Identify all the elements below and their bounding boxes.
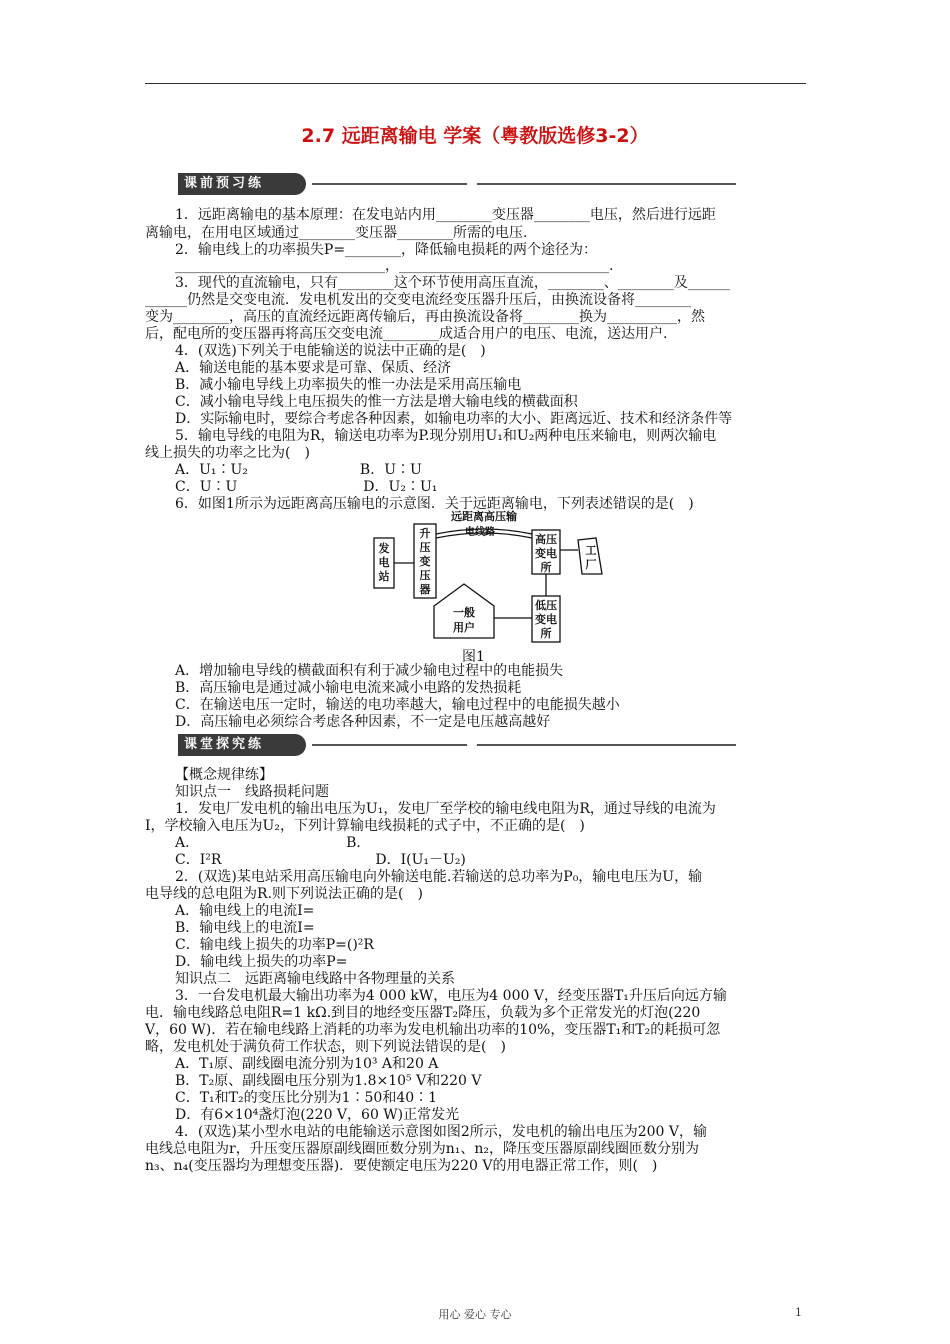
lv-station-label: 变电 xyxy=(535,613,557,626)
step-up-label: 压 xyxy=(419,569,431,582)
section-label: 课堂探究练 xyxy=(178,734,306,756)
text-line: C．U∶U D．U₂∶U₁ xyxy=(175,479,438,495)
text-line: V，60 W)．若在输电线路上消耗的功率为发电机输出功率的10%，变压器T₁和T₂的耗损可忽 xyxy=(145,1022,721,1038)
line-label: 远距离高压输 xyxy=(451,510,517,523)
text-line: 知识点一 线路损耗问题 xyxy=(175,784,329,800)
hv-station-label: 高压 xyxy=(535,533,557,546)
text-line: D．有6×10⁴盏灯泡(220 V，60 W)正常发光 xyxy=(175,1107,460,1123)
text-line: ______仍然是交变电流．发电机发出的交变电流经变压器升压后，由换流设备将________ xyxy=(145,292,691,308)
text-line: ______________________________，______________________________. xyxy=(175,258,614,274)
text-line: 2．(双选)某电站采用高压输电向外输送电能.若输送的总功率为P₀，输电电压为U，输 xyxy=(175,869,703,885)
text-line: B．T₂原、副线圈电压分别为1.8×10⁵ V和220 V xyxy=(175,1073,482,1089)
figure-caption: 图1 xyxy=(462,649,485,665)
hv-station-label: 所 xyxy=(540,561,552,574)
text-line: 4．(双选)下列关于电能输送的说法中正确的是( ) xyxy=(175,343,486,359)
text-line: 4．(双选)某小型水电站的电能输送示意图如图2所示，发电机的输出电压为200 V，输 xyxy=(175,1124,708,1140)
factory-label: 工 xyxy=(585,544,597,557)
text-line: C．T₁和T₂的变压比分别为1∶50和40∶1 xyxy=(175,1090,438,1106)
text-line: 电导线的总电阻为R.则下列说法正确的是( ) xyxy=(145,886,423,902)
text-line: A．输电线上的电流I= xyxy=(175,903,315,919)
power-transmission-diagram xyxy=(370,510,610,645)
users-label: 用户 xyxy=(453,621,475,634)
section-rule xyxy=(312,183,736,185)
section-label: 课前预习练 xyxy=(178,173,306,195)
users-label: 一般 xyxy=(453,606,475,619)
step-up-label: 变 xyxy=(419,555,431,568)
generator-label: 发 xyxy=(378,542,390,555)
header-rule xyxy=(145,83,806,84)
text-line: A．输送电能的基本要求是可靠、保质、经济 xyxy=(175,360,452,376)
text-line: 离输电，在用电区域通过________变压器________所需的电压. xyxy=(145,225,528,241)
text-line: 1．发电厂发电机的输出电压为U₁，发电厂至学校的输电线电阻为R，通过导线的电流为 xyxy=(175,801,716,817)
text-line: C．输电线上损失的功率P=()²R xyxy=(175,937,374,953)
text-line: 后，配电所的变压器再将高压交变电流________成适合用户的电压、电流，送达用户. xyxy=(145,326,668,342)
text-line: A．U₁∶U₂ B．U∶U xyxy=(175,462,422,478)
text-line: C．I²R D．I(U₁－U₂) xyxy=(175,852,466,868)
text-line: D．输电线上损失的功率P= xyxy=(175,954,348,970)
text-line: 5．输电导线的电阻为R，输送电功率为P.现分别用U₁和U₂两种电压来输电，则两次输电 xyxy=(175,428,717,444)
generator-label: 电 xyxy=(378,556,390,569)
text-line: 3．一台发电机最大输出功率为4 000 kW，电压为4 000 V，经变压器T₁升压后向远方输 xyxy=(175,988,727,1004)
section-dot-icon xyxy=(467,179,477,189)
text-line: 略，发电机处于满负荷工作状态，则下列说法错误的是( ) xyxy=(145,1039,506,1055)
section-dot-icon xyxy=(467,740,477,750)
hv-station-label: 变电 xyxy=(535,547,557,560)
text-line: 知识点二 远距离输电线路中各物理量的关系 xyxy=(175,971,455,987)
text-line: C．在输送电压一定时，输送的电功率越大，输电过程中的电能损失越小 xyxy=(175,697,620,713)
page-footer: 用心 爱心 专心 xyxy=(438,1308,512,1321)
lv-station-label: 低压 xyxy=(535,599,557,612)
text-line: A．T₁原、副线圈电流分别为10³ A和20 A xyxy=(175,1056,439,1072)
generator-label: 站 xyxy=(378,570,390,583)
step-up-label: 升 xyxy=(419,527,431,540)
text-line: 1．远距离输电的基本原理：在发电站内用________变压器________电压，然后进行远距 xyxy=(175,207,716,223)
text-line: A． B． xyxy=(175,835,371,851)
step-up-label: 压 xyxy=(419,541,431,554)
line-label: 电线路 xyxy=(465,527,495,538)
text-line: 线上损失的功率之比为( ) xyxy=(145,445,310,461)
lv-station-label: 所 xyxy=(540,627,552,640)
text-line: B．高压输电是通过减小输电电流来减小电路的发热损耗 xyxy=(175,680,522,696)
factory-label: 厂 xyxy=(585,558,597,571)
text-line: B．输电线上的电流I= xyxy=(175,920,315,936)
text-line: A．增加输电导线的横截面积有利于减少输电过程中的电能损失 xyxy=(175,663,564,679)
step-up-label: 器 xyxy=(419,583,431,596)
text-line: n₃、n₄(变压器均为理想变压器)．要使额定电压为220 V的用电器正常工作，则( ) xyxy=(145,1158,658,1174)
text-line: 电．输电线路总电阻R=1 kΩ.到目的地经变压器T₂降压，负载为多个正常发光的灯泡(220 xyxy=(145,1005,701,1021)
text-line: 变为________，高压的直流经远距离传输后，再由换流设备将________换为__________，然 xyxy=(145,309,705,325)
text-line: I，学校输入电压为U₂，下列计算输电线损耗的式子中，不正确的是( ) xyxy=(145,818,585,834)
text-line: 电线总电阻为r，升压变压器原副线圈匝数分别为n₁、n₂，降压变压器原副线圈匝数分别为 xyxy=(145,1141,699,1157)
text-line: 3．现代的直流输电，只有________这个环节使用高压直流，________、________及______ xyxy=(175,275,730,291)
text-line: 2．输电线上的功率损失P=________，降低输电损耗的两个途径为： xyxy=(175,242,598,258)
page-number: 1 xyxy=(795,1306,802,1319)
section-rule xyxy=(312,744,736,746)
text-line: D．高压输电必须综合考虑各种因素，不一定是电压越高越好 xyxy=(175,714,551,730)
text-line: C．减小输电导线上电压损失的惟一方法是增大输电线的横截面积 xyxy=(175,394,578,410)
text-line: 【概念规律练】 xyxy=(175,767,273,783)
page-title: 2.7 远距离输电 学案（粤教版选修3-2） xyxy=(301,125,649,147)
text-line: D．实际输电时，要综合考虑各种因素，如输电功率的大小、距离远近、技术和经济条件等 xyxy=(175,411,733,427)
text-line: 6．如图1所示为远距离高压输电的示意图．关于远距离输电，下列表述错误的是( ) xyxy=(175,496,694,512)
text-line: B．减小输电导线上功率损失的惟一办法是采用高压输电 xyxy=(175,377,522,393)
